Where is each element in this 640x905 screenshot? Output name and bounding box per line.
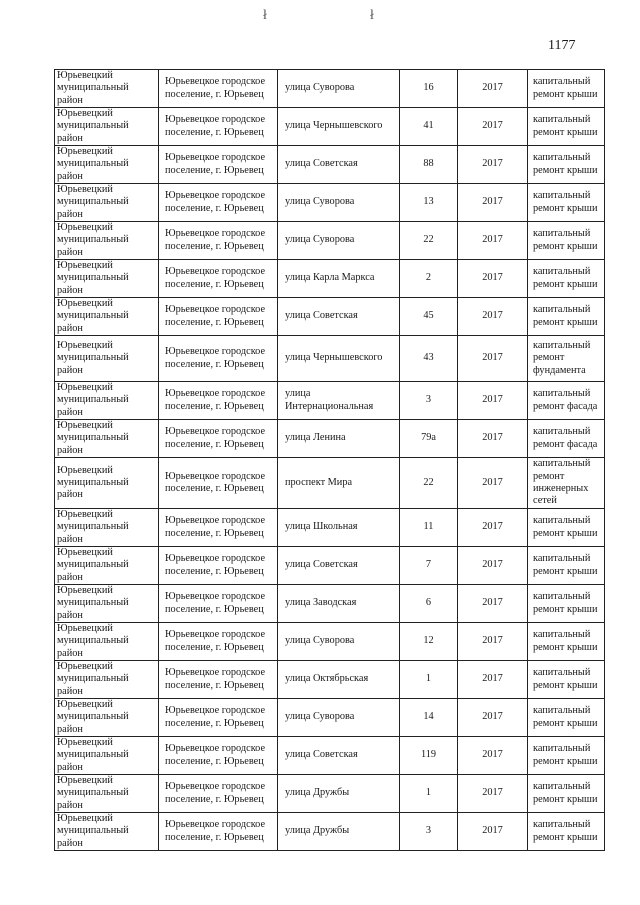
- year-cell: 2017: [458, 623, 528, 661]
- settlement-cell: Юрьевецкое городское поселение, г. Юрьевец: [159, 222, 278, 260]
- table-row: [55, 775, 605, 813]
- settlement-cell: Юрьевецкое городское поселение, г. Юрьевец: [159, 146, 278, 184]
- district-cell: Юрьевецкий муниципальный район: [55, 623, 159, 661]
- settlement-cell: Юрьевецкое городское поселение, г. Юрьевец: [159, 623, 278, 661]
- street-cell: улица Советская: [278, 547, 400, 585]
- year-cell: 2017: [458, 298, 528, 336]
- settlement-cell: Юрьевецкое городское поселение, г. Юрьевец: [159, 420, 278, 458]
- street-cell: улица Октябрьская: [278, 661, 400, 699]
- year-cell: 2017: [458, 699, 528, 737]
- table-row: [55, 699, 605, 737]
- year-cell: 2017: [458, 222, 528, 260]
- street-cell: улица Дружбы: [278, 813, 400, 851]
- work-type-cell: капитальный ремонт крыши: [528, 509, 605, 547]
- street-cell: улица Суворова: [278, 222, 400, 260]
- street-cell: улица Школьная: [278, 509, 400, 547]
- settlement-cell: Юрьевецкое городское поселение, г. Юрьевец: [159, 336, 278, 382]
- work-type-cell: капитальный ремонт фасада: [528, 382, 605, 420]
- year-cell: 2017: [458, 260, 528, 298]
- table-row: [55, 108, 605, 146]
- settlement-cell: Юрьевецкое городское поселение, г. Юрьевец: [159, 547, 278, 585]
- year-cell: 2017: [458, 661, 528, 699]
- year-cell: 2017: [458, 146, 528, 184]
- street-cell: улица Чернышевского: [278, 108, 400, 146]
- table-row: [55, 737, 605, 775]
- house-number-cell: 1: [400, 775, 458, 813]
- district-cell: Юрьевецкий муниципальный район: [55, 70, 159, 108]
- street-cell: улица Советская: [278, 298, 400, 336]
- settlement-cell: Юрьевецкое городское поселение, г. Юрьевец: [159, 585, 278, 623]
- house-number-cell: 2: [400, 260, 458, 298]
- district-cell: Юрьевецкий муниципальный район: [55, 420, 159, 458]
- table-row: [55, 298, 605, 336]
- district-cell: Юрьевецкий муниципальный район: [55, 661, 159, 699]
- year-cell: 2017: [458, 70, 528, 108]
- year-cell: 2017: [458, 585, 528, 623]
- settlement-cell: Юрьевецкое городское поселение, г. Юрьевец: [159, 260, 278, 298]
- house-number-cell: 22: [400, 222, 458, 260]
- settlement-cell: Юрьевецкое городское поселение, г. Юрьевец: [159, 298, 278, 336]
- year-cell: 2017: [458, 509, 528, 547]
- work-type-cell: капитальный ремонт фундамента: [528, 336, 605, 382]
- work-type-cell: капитальный ремонт фасада: [528, 420, 605, 458]
- work-type-cell: капитальный ремонт крыши: [528, 661, 605, 699]
- work-type-cell: капитальный ремонт крыши: [528, 699, 605, 737]
- house-number-cell: 12: [400, 623, 458, 661]
- house-number-cell: 11: [400, 509, 458, 547]
- settlement-cell: Юрьевецкое городское поселение, г. Юрьевец: [159, 108, 278, 146]
- work-type-cell: капитальный ремонт крыши: [528, 585, 605, 623]
- house-number-cell: 79а: [400, 420, 458, 458]
- table-row: [55, 547, 605, 585]
- district-cell: Юрьевецкий муниципальный район: [55, 222, 159, 260]
- house-number-cell: 3: [400, 382, 458, 420]
- table-row: [55, 813, 605, 851]
- district-cell: Юрьевецкий муниципальный район: [55, 585, 159, 623]
- table-row: [55, 260, 605, 298]
- table-row: [55, 184, 605, 222]
- district-cell: Юрьевецкий муниципальный район: [55, 382, 159, 420]
- year-cell: 2017: [458, 382, 528, 420]
- work-type-cell: капитальный ремонт крыши: [528, 547, 605, 585]
- table-row: [55, 222, 605, 260]
- settlement-cell: Юрьевецкое городское поселение, г. Юрьевец: [159, 184, 278, 222]
- district-cell: Юрьевецкий муниципальный район: [55, 699, 159, 737]
- house-number-cell: 119: [400, 737, 458, 775]
- work-type-cell: капитальный ремонт крыши: [528, 146, 605, 184]
- work-type-cell: капитальный ремонт крыши: [528, 737, 605, 775]
- settlement-cell: Юрьевецкое городское поселение, г. Юрьевец: [159, 813, 278, 851]
- district-cell: Юрьевецкий муниципальный район: [55, 108, 159, 146]
- settlement-cell: Юрьевецкое городское поселение, г. Юрьевец: [159, 509, 278, 547]
- settlement-cell: Юрьевецкое городское поселение, г. Юрьевец: [159, 661, 278, 699]
- work-type-cell: капитальный ремонт крыши: [528, 260, 605, 298]
- house-number-cell: 45: [400, 298, 458, 336]
- street-cell: улица Карла Маркса: [278, 260, 400, 298]
- district-cell: Юрьевецкий муниципальный район: [55, 813, 159, 851]
- street-cell: улица Суворова: [278, 70, 400, 108]
- house-number-cell: 41: [400, 108, 458, 146]
- page-number: 1177: [548, 38, 576, 53]
- margin-mark-left: ł: [263, 8, 267, 23]
- table-row: [55, 661, 605, 699]
- house-number-cell: 13: [400, 184, 458, 222]
- table-row: [55, 585, 605, 623]
- work-type-cell: капитальный ремонт крыши: [528, 70, 605, 108]
- street-cell: улица Суворова: [278, 623, 400, 661]
- table-row: [55, 336, 605, 382]
- house-number-cell: 3: [400, 813, 458, 851]
- house-number-cell: 1: [400, 661, 458, 699]
- table-row: [55, 623, 605, 661]
- table-row: [55, 458, 605, 509]
- district-cell: Юрьевецкий муниципальный район: [55, 336, 159, 382]
- work-type-cell: капитальный ремонт крыши: [528, 623, 605, 661]
- year-cell: 2017: [458, 184, 528, 222]
- year-cell: 2017: [458, 420, 528, 458]
- street-cell: улица Суворова: [278, 699, 400, 737]
- work-type-cell: капитальный ремонт крыши: [528, 775, 605, 813]
- work-type-cell: капитальный ремонт инженерных сетей: [528, 458, 605, 509]
- year-cell: 2017: [458, 458, 528, 509]
- settlement-cell: Юрьевецкое городское поселение, г. Юрьевец: [159, 458, 278, 509]
- district-cell: Юрьевецкий муниципальный район: [55, 184, 159, 222]
- margin-mark-right: ł: [370, 8, 374, 23]
- street-cell: улица Советская: [278, 146, 400, 184]
- repair-schedule-table: [54, 69, 605, 851]
- settlement-cell: Юрьевецкое городское поселение, г. Юрьевец: [159, 737, 278, 775]
- year-cell: 2017: [458, 108, 528, 146]
- district-cell: Юрьевецкий муниципальный район: [55, 260, 159, 298]
- district-cell: Юрьевецкий муниципальный район: [55, 509, 159, 547]
- street-cell: улица Чернышевского: [278, 336, 400, 382]
- year-cell: 2017: [458, 336, 528, 382]
- house-number-cell: 43: [400, 336, 458, 382]
- table-row: [55, 420, 605, 458]
- house-number-cell: 14: [400, 699, 458, 737]
- settlement-cell: Юрьевецкое городское поселение, г. Юрьевец: [159, 775, 278, 813]
- district-cell: Юрьевецкий муниципальный район: [55, 298, 159, 336]
- table-row: [55, 509, 605, 547]
- work-type-cell: капитальный ремонт крыши: [528, 222, 605, 260]
- settlement-cell: Юрьевецкое городское поселение, г. Юрьевец: [159, 382, 278, 420]
- table-row: [55, 146, 605, 184]
- work-type-cell: капитальный ремонт крыши: [528, 298, 605, 336]
- district-cell: Юрьевецкий муниципальный район: [55, 146, 159, 184]
- year-cell: 2017: [458, 775, 528, 813]
- work-type-cell: капитальный ремонт крыши: [528, 184, 605, 222]
- district-cell: Юрьевецкий муниципальный район: [55, 458, 159, 509]
- house-number-cell: 16: [400, 70, 458, 108]
- street-cell: улица Советская: [278, 737, 400, 775]
- year-cell: 2017: [458, 737, 528, 775]
- table-row: [55, 70, 605, 108]
- district-cell: Юрьевецкий муниципальный район: [55, 737, 159, 775]
- table-row: [55, 382, 605, 420]
- settlement-cell: Юрьевецкое городское поселение, г. Юрьевец: [159, 70, 278, 108]
- settlement-cell: Юрьевецкое городское поселение, г. Юрьевец: [159, 699, 278, 737]
- street-cell: улица Ленина: [278, 420, 400, 458]
- work-type-cell: капитальный ремонт крыши: [528, 108, 605, 146]
- house-number-cell: 6: [400, 585, 458, 623]
- house-number-cell: 7: [400, 547, 458, 585]
- street-cell: улица Дружбы: [278, 775, 400, 813]
- work-type-cell: капитальный ремонт крыши: [528, 813, 605, 851]
- street-cell: улица Заводская: [278, 585, 400, 623]
- year-cell: 2017: [458, 547, 528, 585]
- street-cell: проспект Мира: [278, 458, 400, 509]
- year-cell: 2017: [458, 813, 528, 851]
- street-cell: улица Интернациональная: [278, 382, 400, 420]
- district-cell: Юрьевецкий муниципальный район: [55, 547, 159, 585]
- district-cell: Юрьевецкий муниципальный район: [55, 775, 159, 813]
- house-number-cell: 88: [400, 146, 458, 184]
- street-cell: улица Суворова: [278, 184, 400, 222]
- house-number-cell: 22: [400, 458, 458, 509]
